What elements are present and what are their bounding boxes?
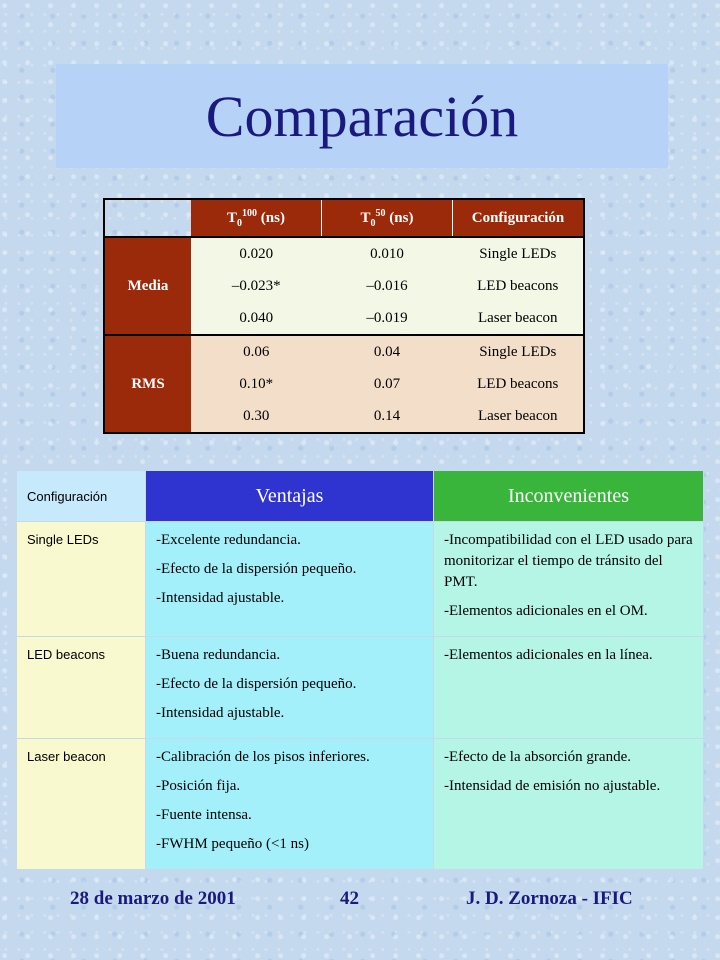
header-inconvenientes: Inconvenientes <box>434 471 704 522</box>
table-cell: 0.30 <box>191 400 322 433</box>
list-item: -Posición fija. <box>156 778 241 794</box>
table-cell: 0.07 <box>322 368 453 400</box>
list-item: -Efecto de la absorción grande. <box>444 749 631 765</box>
list-item: -Intensidad ajustable. <box>156 590 285 606</box>
header-t0-50: $T_0^{50}$ (ns) <box>322 199 453 237</box>
row-label-rms: RMS <box>104 335 191 433</box>
table-cell: 0.040 <box>191 302 322 335</box>
header-configuracion: Configuración <box>17 471 146 522</box>
list-item: -Fuente intensa. <box>156 807 252 823</box>
list-item: -Calibración de los pisos inferiores. <box>156 749 370 765</box>
row-label-media: Media <box>104 237 191 335</box>
ventajas-cell <box>146 522 434 637</box>
comparison-table <box>16 470 704 870</box>
slide-title: Comparación <box>205 83 519 149</box>
footer-author: J. D. Zornoza - IFIC <box>466 888 633 909</box>
header-ventajas: Ventajas <box>146 471 434 522</box>
ventajas-cell <box>146 637 434 739</box>
config-cell: Single LEDs <box>17 522 146 637</box>
footer-date: 28 de marzo de 2001 <box>70 888 236 909</box>
statistics-header-row <box>104 199 584 237</box>
list-item: -Intensidad de emisión no ajustable. <box>444 778 661 794</box>
table-cell: Single LEDs <box>453 335 585 368</box>
table-row <box>17 739 704 870</box>
inconvenientes-cell <box>434 522 704 637</box>
list-item: -FWHM pequeño (<1 ns) <box>156 836 310 852</box>
header-t0-100: $T_0^{100}$ (ns) <box>191 199 322 237</box>
table-row <box>104 335 584 368</box>
list-item: -Efecto de la dispersión pequeño. <box>156 561 357 577</box>
page-number: 42 <box>340 888 359 909</box>
table-cell: 0.14 <box>322 400 453 433</box>
list-item: -Elementos adicionales en el OM. <box>444 603 648 619</box>
list-item: -Intensidad ajustable. <box>156 705 285 721</box>
list-item: -Efecto de la dispersión pequeño. <box>156 676 357 692</box>
list-item: -Elementos adicionales en la línea. <box>444 647 653 663</box>
inconvenientes-cell <box>434 637 704 739</box>
title-box <box>56 64 668 168</box>
table-cell: LED beacons <box>453 270 585 302</box>
table-cell: 0.06 <box>191 335 322 368</box>
table-cell: –0.016 <box>322 270 453 302</box>
list-item: -Incompatibilidad con el LED usado para monitorizar el tiempo de tránsito del PMT. <box>444 532 693 590</box>
inconvenientes-cell <box>434 739 704 870</box>
config-cell: LED beacons <box>17 637 146 739</box>
table-cell: 0.020 <box>191 237 322 270</box>
list-item: -Buena redundancia. <box>156 647 281 663</box>
table-cell: 0.10* <box>191 368 322 400</box>
table-row <box>17 637 704 739</box>
ventajas-cell <box>146 739 434 870</box>
table-row <box>104 237 584 270</box>
config-cell: Laser beacon <box>17 739 146 870</box>
table-cell: Laser beacon <box>453 400 585 433</box>
list-item: -Excelente redundancia. <box>156 532 301 548</box>
statistics-table <box>103 198 585 434</box>
footer <box>0 888 720 916</box>
table-cell: Single LEDs <box>453 237 585 270</box>
comparison-header-row <box>17 471 704 522</box>
table-cell: LED beacons <box>453 368 585 400</box>
table-cell: –0.019 <box>322 302 453 335</box>
header-configuracion: Configuración <box>453 199 585 237</box>
table-cell: 0.04 <box>322 335 453 368</box>
table-cell: 0.010 <box>322 237 453 270</box>
table-cell: Laser beacon <box>453 302 585 335</box>
table-cell: –0.023* <box>191 270 322 302</box>
table-row <box>17 522 704 637</box>
